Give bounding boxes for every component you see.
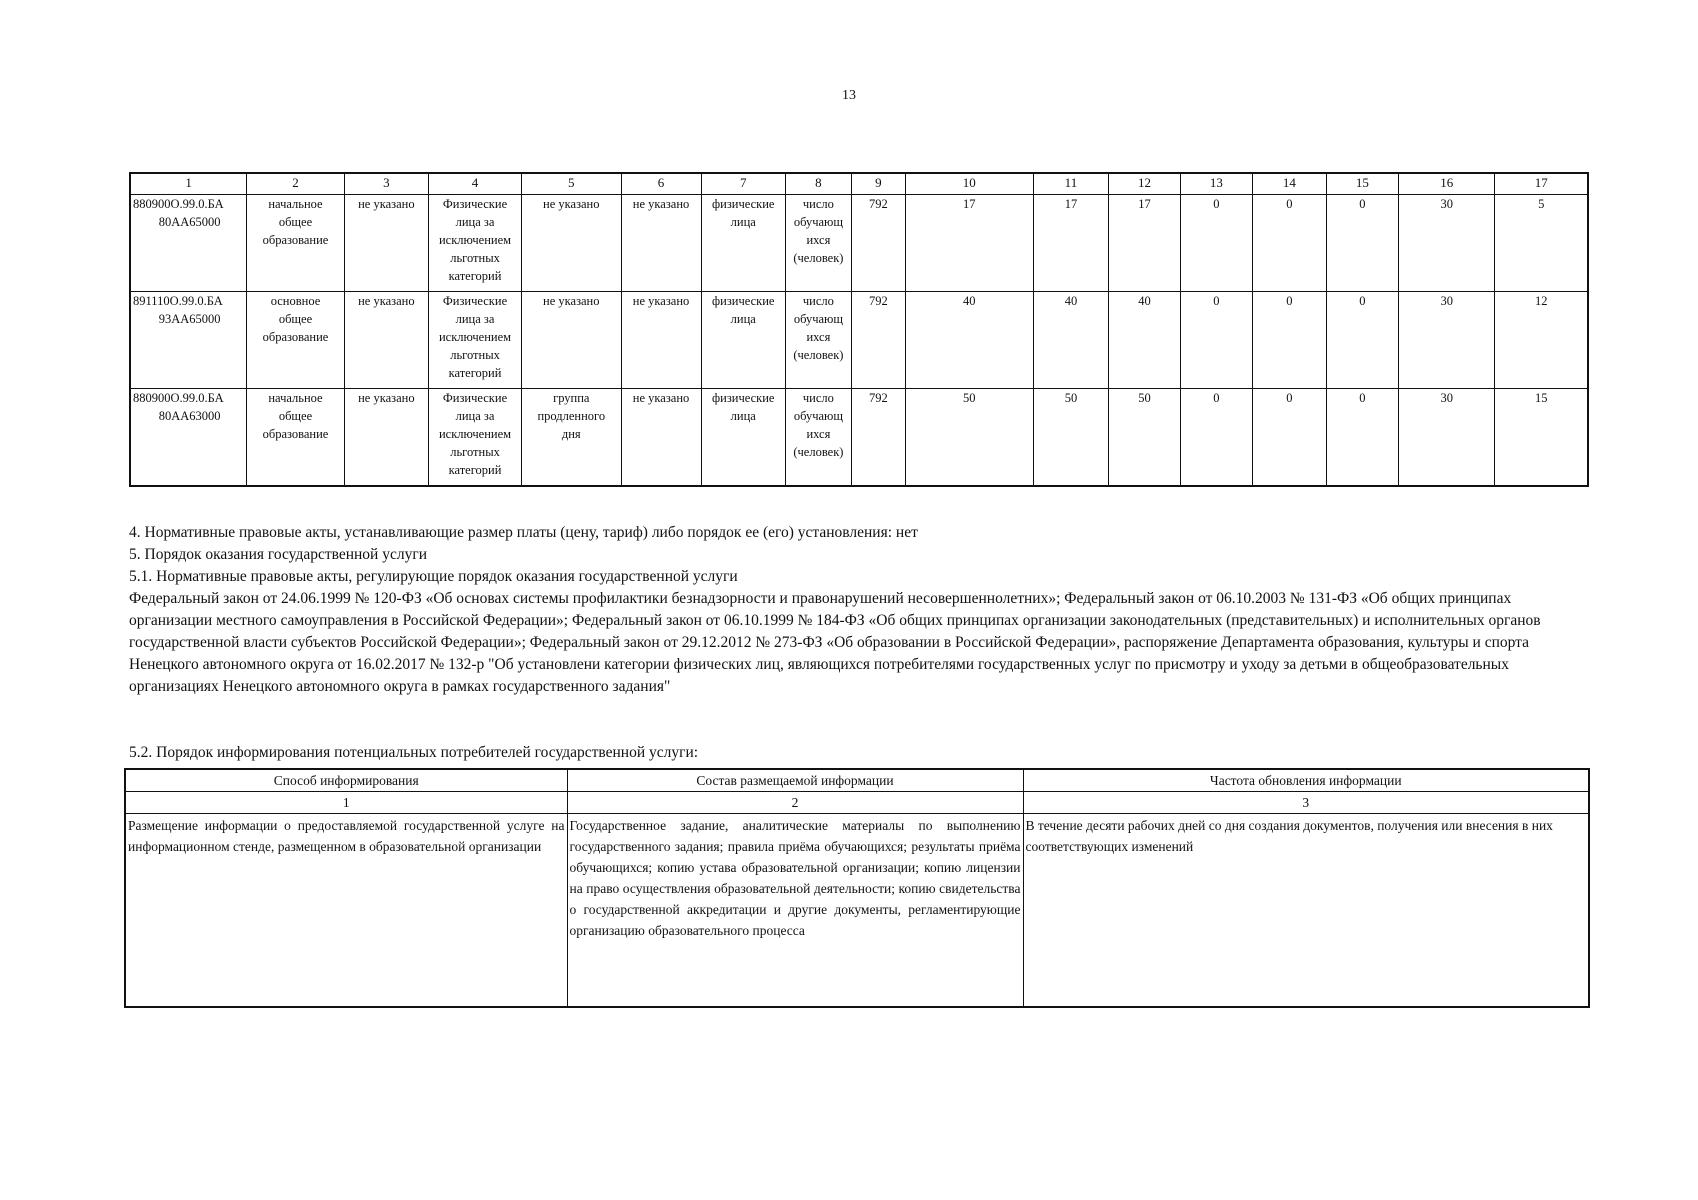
table-cell: 792 [851,292,905,389]
section-4-text: 4. Нормативные правовые акты, устанавливающие размер платы (цену, тариф) либо порядок ее (его) установления: нет [129,524,918,541]
table-cell [344,195,428,292]
table-cell: 30 [1399,195,1495,292]
cell-line: льготных [450,445,500,459]
cell-line: число [802,391,834,405]
cell-line: группа [553,391,590,405]
cell-line: лица [730,409,756,423]
table-cell: 17 [905,195,1033,292]
cell-line: начальное [268,391,323,405]
table-cell: 12 [1495,292,1588,389]
cell-line: исключением [438,427,512,441]
column-number-header: 2 [247,173,344,195]
cell-line: ихся [806,427,831,441]
cell-line: лица за [455,215,495,229]
table-cell: 0 [1253,292,1327,389]
header-content: Состав размещаемой информации [567,769,1023,792]
cell-line: 891110О.99.0.БА [133,294,223,308]
cell-line: начальное [268,197,323,211]
cell-line: дня [561,427,581,441]
column-number-row [130,173,1588,195]
table-cell [621,292,701,389]
cell-line: не указано [632,294,690,308]
cell-line: льготных [450,251,500,265]
table-cell [522,292,622,389]
column-number-header: 15 [1326,173,1398,195]
info-table-index-row [125,792,1589,814]
table-cell: 792 [851,389,905,487]
regulations-text [129,522,1589,698]
cell-line: Физические [442,197,508,211]
info-table-header-row [125,769,1589,792]
info-method-cell: Размещение информации о предоставляемой государственной услуге на информационном стенде, размещенном в образовательной организации [125,814,567,1008]
table-cell [429,389,522,487]
section-5-1-heading: 5.1. Нормативные правовые акты, регулирующие порядок оказания государственной услуги [129,568,738,585]
table-cell [247,195,344,292]
cell-line: не указано [358,391,415,405]
table-cell: 0 [1253,389,1327,487]
cell-line: образование [262,233,329,247]
cell-line: образование [262,330,329,344]
column-number-header: 6 [621,173,701,195]
column-number-header: 13 [1180,173,1252,195]
cell-line: не указано [358,294,415,308]
cell-line: категорий [448,366,502,380]
column-number-header: 3 [344,173,428,195]
cell-line: обучающ [793,312,843,326]
cell-line: продленного [537,409,606,423]
info-frequency-cell: В течение десяти рабочих дней со дня создания документов, получения или внесения в них соответствующих изменений [1023,814,1589,1008]
table-cell [247,292,344,389]
table-cell: 17 [1109,195,1180,292]
table-cell: 50 [1109,389,1180,487]
cell-line: физические [712,391,775,405]
cell-line: категорий [448,269,502,283]
table-row [130,195,1588,292]
table-cell [429,195,522,292]
column-number-header: 11 [1033,173,1109,195]
cell-line: общее [278,409,313,423]
table-cell: 5 [1495,195,1588,292]
column-number-header: 10 [905,173,1033,195]
table-cell [701,389,785,487]
table-cell [785,389,851,487]
table-cell [621,195,701,292]
table-cell: 50 [1033,389,1109,487]
cell-line: исключением [438,233,512,247]
cell-line: лица [730,312,756,326]
column-number-header: 16 [1399,173,1495,195]
index-cell: 3 [1023,792,1589,814]
cell-line: лица [730,215,756,229]
table-cell: 0 [1326,292,1398,389]
cell-line: общее [278,312,313,326]
cell-line: лица за [455,312,495,326]
cell-line: число [802,294,834,308]
table-cell [522,389,622,487]
table-cell: 0 [1180,292,1252,389]
service-volume-table [129,172,1589,487]
section-5-1-body: Федеральный закон от 24.06.1999 № 120-ФЗ «Об основах системы профилактики безнадзорности и правонарушений несовершеннолетних»; Федеральный закон от 06.10.2003 № 131-ФЗ «Об общих принципах организации местного самоуправления в Российской Федерации»; Федеральный закон от 06.10.1999 № 184-ФЗ «Об общих принципах организации законодательных (представительных) и исполнительных органов государственной власти субъектов Российской Федерации»; Федеральный закон от 29.12.2012 № 273-ФЗ «Об образовании в Российской Федерации», распоряжение Департамента образования, культуры и спорта Ненецкого автономного округа от 16.02.2017 № 132-р "Об установлени категории физических лиц, являющихся потребителями государственных услуг по присмотру и уходу за детьми в общеобразовательных организациях Ненецкого автономного округа в рамках государственного задания" [129,590,1541,695]
cell-line: 880900О.99.0.БА [133,197,224,211]
table-cell: 30 [1399,292,1495,389]
cell-line: основное [270,294,321,308]
table-cell [247,389,344,487]
table-cell [130,292,247,389]
index-cell: 2 [567,792,1023,814]
cell-line: Физические [442,391,508,405]
table-cell [621,389,701,487]
cell-line: физические [712,197,775,211]
table-cell: 15 [1495,389,1588,487]
cell-line: обучающ [793,409,843,423]
table-cell: 40 [1033,292,1109,389]
cell-line: лица за [455,409,495,423]
table-cell: 17 [1033,195,1109,292]
table-cell: 30 [1399,389,1495,487]
table-row [130,389,1588,487]
table-cell [701,292,785,389]
table-row [130,292,1588,389]
cell-line: (человек) [793,348,844,362]
column-number-header: 5 [522,173,622,195]
cell-line: не указано [632,197,690,211]
cell-line: Физические [442,294,508,308]
table-cell [130,389,247,487]
table-cell [344,389,428,487]
table-cell [522,195,622,292]
table-cell: 792 [851,195,905,292]
column-number-header: 7 [701,173,785,195]
table-cell: 0 [1180,389,1252,487]
column-number-header: 14 [1253,173,1327,195]
cell-line: (человек) [793,445,844,459]
table-cell: 40 [905,292,1033,389]
cell-line: не указано [543,197,600,211]
cell-line: образование [262,427,329,441]
table-cell: 0 [1326,195,1398,292]
info-content-cell: Государственное задание, аналитические материалы по выполнению государственного задания; правила приёма обучающихся; результаты приёма обучающихся; копию устава образовательной организации; копию лицензии на право осуществления образовательной деятельности; копию свидетельства о государственной аккредитации и другие документы, регламентирующие организацию образовательного процесса [567,814,1023,1008]
cell-line: ихся [806,233,831,247]
table-cell [785,195,851,292]
header-method: Способ информирования [125,769,567,792]
cell-line: льготных [450,348,500,362]
cell-line: физические [712,294,775,308]
section-5-2-heading: 5.2. Порядок информирования потенциальных потребителей государственной услуги: [129,744,699,761]
table-cell: 40 [1109,292,1180,389]
cell-line: категорий [448,463,502,477]
column-number-header: 9 [851,173,905,195]
page-number: 13 [842,88,856,103]
table-cell [785,292,851,389]
column-number-header: 8 [785,173,851,195]
table-cell: 0 [1180,195,1252,292]
cell-line: обучающ [793,215,843,229]
table-cell: 0 [1253,195,1327,292]
table-cell [344,292,428,389]
column-number-header: 17 [1495,173,1588,195]
cell-line: исключением [438,330,512,344]
header-frequency: Частота обновления информации [1023,769,1589,792]
column-number-header: 4 [429,173,522,195]
table-cell: 50 [905,389,1033,487]
cell-line: общее [278,215,313,229]
cell-line: ихся [806,330,831,344]
cell-line: 80АА65000 [158,215,221,229]
table-cell [130,195,247,292]
table-cell [429,292,522,389]
section-5-heading: 5. Порядок оказания государственной услуги [129,546,427,563]
cell-line: 880900О.99.0.БА [133,391,224,405]
info-table-row [125,814,1589,1008]
column-number-header: 1 [130,173,247,195]
cell-line: (человек) [793,251,844,265]
cell-line: не указано [632,391,690,405]
cell-line: число [802,197,834,211]
index-cell: 1 [125,792,567,814]
table-cell [701,195,785,292]
information-procedure-table [124,768,1590,1008]
cell-line: не указано [543,294,600,308]
cell-line: не указано [358,197,415,211]
column-number-header: 12 [1109,173,1180,195]
cell-line: 80АА63000 [158,409,221,423]
table-cell: 0 [1326,389,1398,487]
cell-line: 93АА65000 [158,312,221,326]
